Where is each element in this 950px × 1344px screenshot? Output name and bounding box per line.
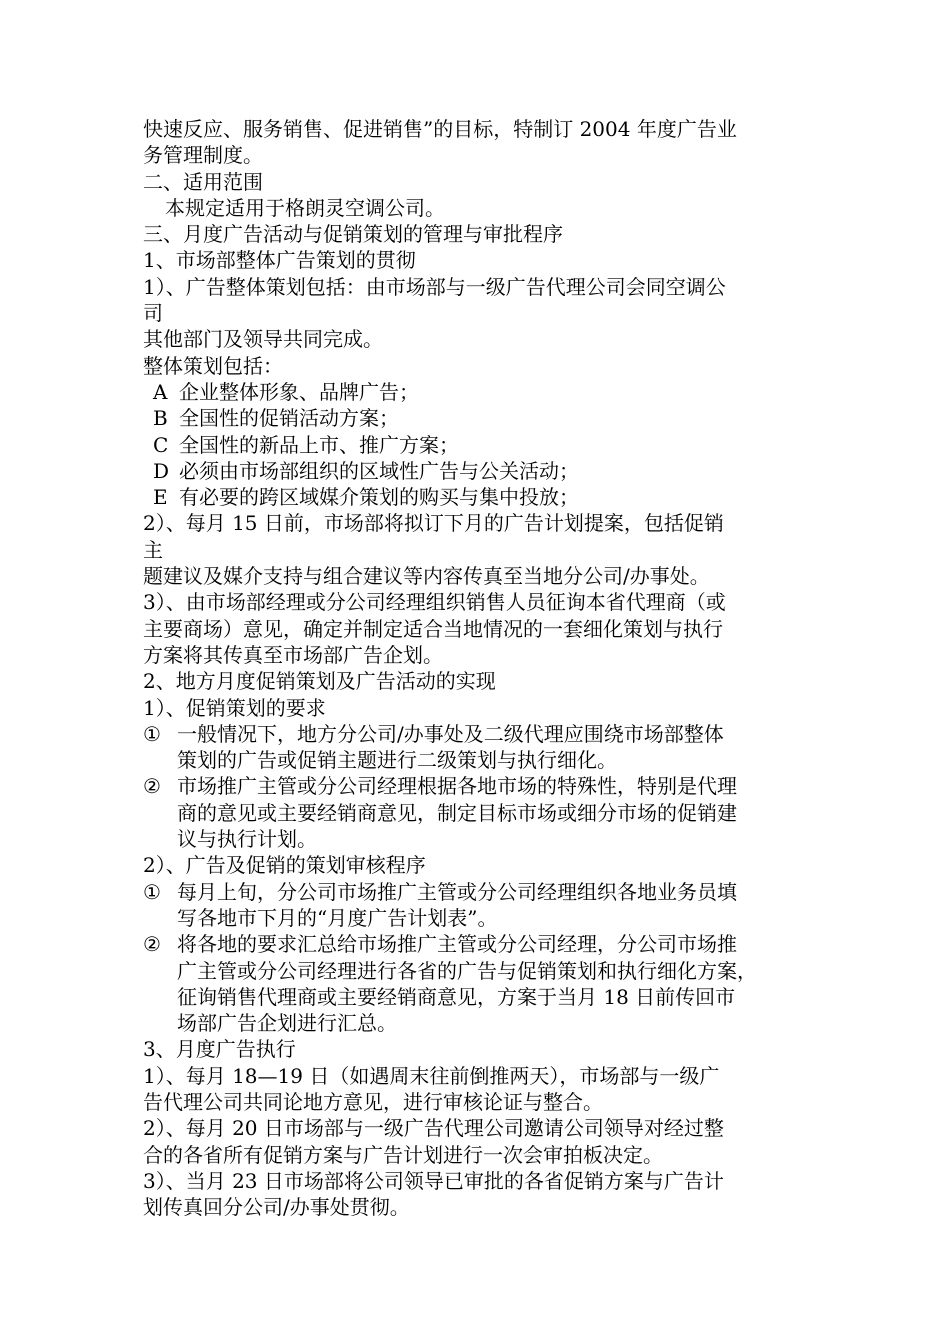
text-line: 2）、每月 20 日市场部与一级广告代理公司邀请公司领导对经过整 bbox=[143, 1116, 724, 1141]
list-item-continuation: 征询销售代理商或主要经销商意见，方案于当月 18 日前传回市 bbox=[177, 984, 736, 1009]
text-line: 3）、由市场部经理或分公司经理组织销售人员征询本省代理商（或 bbox=[143, 590, 726, 615]
text-line: 务管理制度。 bbox=[143, 143, 263, 168]
text-line: 合的各省所有促销方案与广告计划进行一次会审拍板决定。 bbox=[143, 1142, 663, 1167]
list-item bbox=[143, 721, 813, 747]
text-line: 其他部门及领导共同完成。 bbox=[143, 327, 383, 352]
text-line: 2）、广告及促销的策划审核程序 bbox=[143, 853, 426, 878]
text-line: 1）、每月 18—19 日（如遇周末往前倒推两天），市场部与一级广 bbox=[143, 1063, 720, 1088]
list-item-text: 有必要的跨区域媒介策划的购买与集中投放； bbox=[179, 485, 579, 510]
text-line: 划传真回分公司/办事处贯彻。 bbox=[143, 1195, 410, 1220]
list-marker: ② bbox=[143, 932, 161, 957]
text-line: 题建议及媒介支持与组合建议等内容传真至当地分公司/办事处。 bbox=[143, 564, 710, 589]
list-item bbox=[143, 379, 813, 405]
list-marker: E bbox=[153, 485, 168, 510]
list-item bbox=[143, 879, 813, 905]
text-line: 1）、促销策划的要求 bbox=[143, 695, 326, 720]
text-line: 快速反应、服务销售、促进销售”的目标，特制订 2004 年度广告业 bbox=[143, 117, 737, 141]
list-item bbox=[143, 405, 813, 431]
document-body bbox=[143, 116, 813, 1220]
subsection-heading: 1、市场部整体广告策划的贯彻 bbox=[143, 248, 416, 273]
list-item-text: 企业整体形象、品牌广告； bbox=[179, 379, 419, 404]
list-item-text: 将各地的要求汇总给市场推广主管或分公司经理，分公司市场推 bbox=[177, 932, 737, 957]
text-line: 司 bbox=[143, 301, 163, 326]
section-heading: 三、月度广告活动与促销策划的管理与审批程序 bbox=[143, 222, 563, 247]
text-line: 3）、当月 23 日市场部将公司领导已审批的各省促销方案与广告计 bbox=[143, 1168, 724, 1193]
list-item-continuation: 写各地市下月的“月度广告计划表”。 bbox=[177, 905, 498, 930]
list-marker: ① bbox=[143, 879, 161, 904]
text-line: 方案将其传真至市场部广告企划。 bbox=[143, 642, 443, 667]
text-line: 整体策划包括： bbox=[143, 353, 283, 378]
subsection-heading: 3、月度广告执行 bbox=[143, 1037, 296, 1062]
list-marker: A bbox=[153, 379, 168, 404]
list-marker: ① bbox=[143, 721, 161, 746]
list-item-continuation: 议与执行计划。 bbox=[177, 827, 317, 852]
list-item-continuation: 场部广告企划进行汇总。 bbox=[177, 1011, 397, 1036]
list-item-continuation: 广主管或分公司经理进行各省的广告与促销策划和执行细化方案， bbox=[177, 958, 757, 983]
text-line: 主 bbox=[143, 537, 163, 562]
list-item-text: 每月上旬，分公司市场推广主管或分公司经理组织各地业务员填 bbox=[177, 879, 737, 904]
list-item-text: 全国性的新品上市、推广方案； bbox=[179, 432, 459, 457]
list-item-text: 必须由市场部组织的区域性广告与公关活动； bbox=[179, 458, 579, 483]
list-marker: D bbox=[153, 458, 170, 483]
list-item-continuation: 商的意见或主要经销商意见，制定目标市场或细分市场的促销建 bbox=[177, 800, 737, 825]
list-marker: C bbox=[153, 432, 169, 457]
list-item-text: 市场推广主管或分公司经理根据各地市场的特殊性，特别是代理 bbox=[177, 774, 737, 799]
list-item-continuation: 策划的广告或促销主题进行二级策划与执行细化。 bbox=[177, 748, 617, 773]
text-line: 2）、每月 15 日前，市场部将拟订下月的广告计划提案，包括促销 bbox=[143, 511, 724, 536]
list-item-text: 全国性的促销活动方案； bbox=[179, 406, 399, 431]
list-item bbox=[143, 931, 813, 957]
list-marker: ② bbox=[143, 774, 161, 799]
list-marker: B bbox=[153, 406, 168, 431]
section-heading: 二、适用范围 bbox=[143, 169, 263, 194]
text-line: 1）、广告整体策划包括：由市场部与一级广告代理公司会同空调公 bbox=[143, 274, 726, 299]
subsection-heading: 2、地方月度促销策划及广告活动的实现 bbox=[143, 669, 496, 694]
list-item bbox=[143, 484, 813, 510]
list-item bbox=[143, 458, 813, 484]
text-line: 本规定适用于格朗灵空调公司。 bbox=[165, 195, 445, 220]
text-line: 主要商场）意见，确定并制定适合当地情况的一套细化策划与执行 bbox=[143, 616, 723, 641]
text-line: 告代理公司共同论地方意见，进行审核论证与整合。 bbox=[143, 1089, 603, 1114]
list-item bbox=[143, 432, 813, 458]
list-item bbox=[143, 773, 813, 799]
list-item-text: 一般情况下，地方分公司/办事处及二级代理应围绕市场部整体 bbox=[177, 721, 724, 746]
